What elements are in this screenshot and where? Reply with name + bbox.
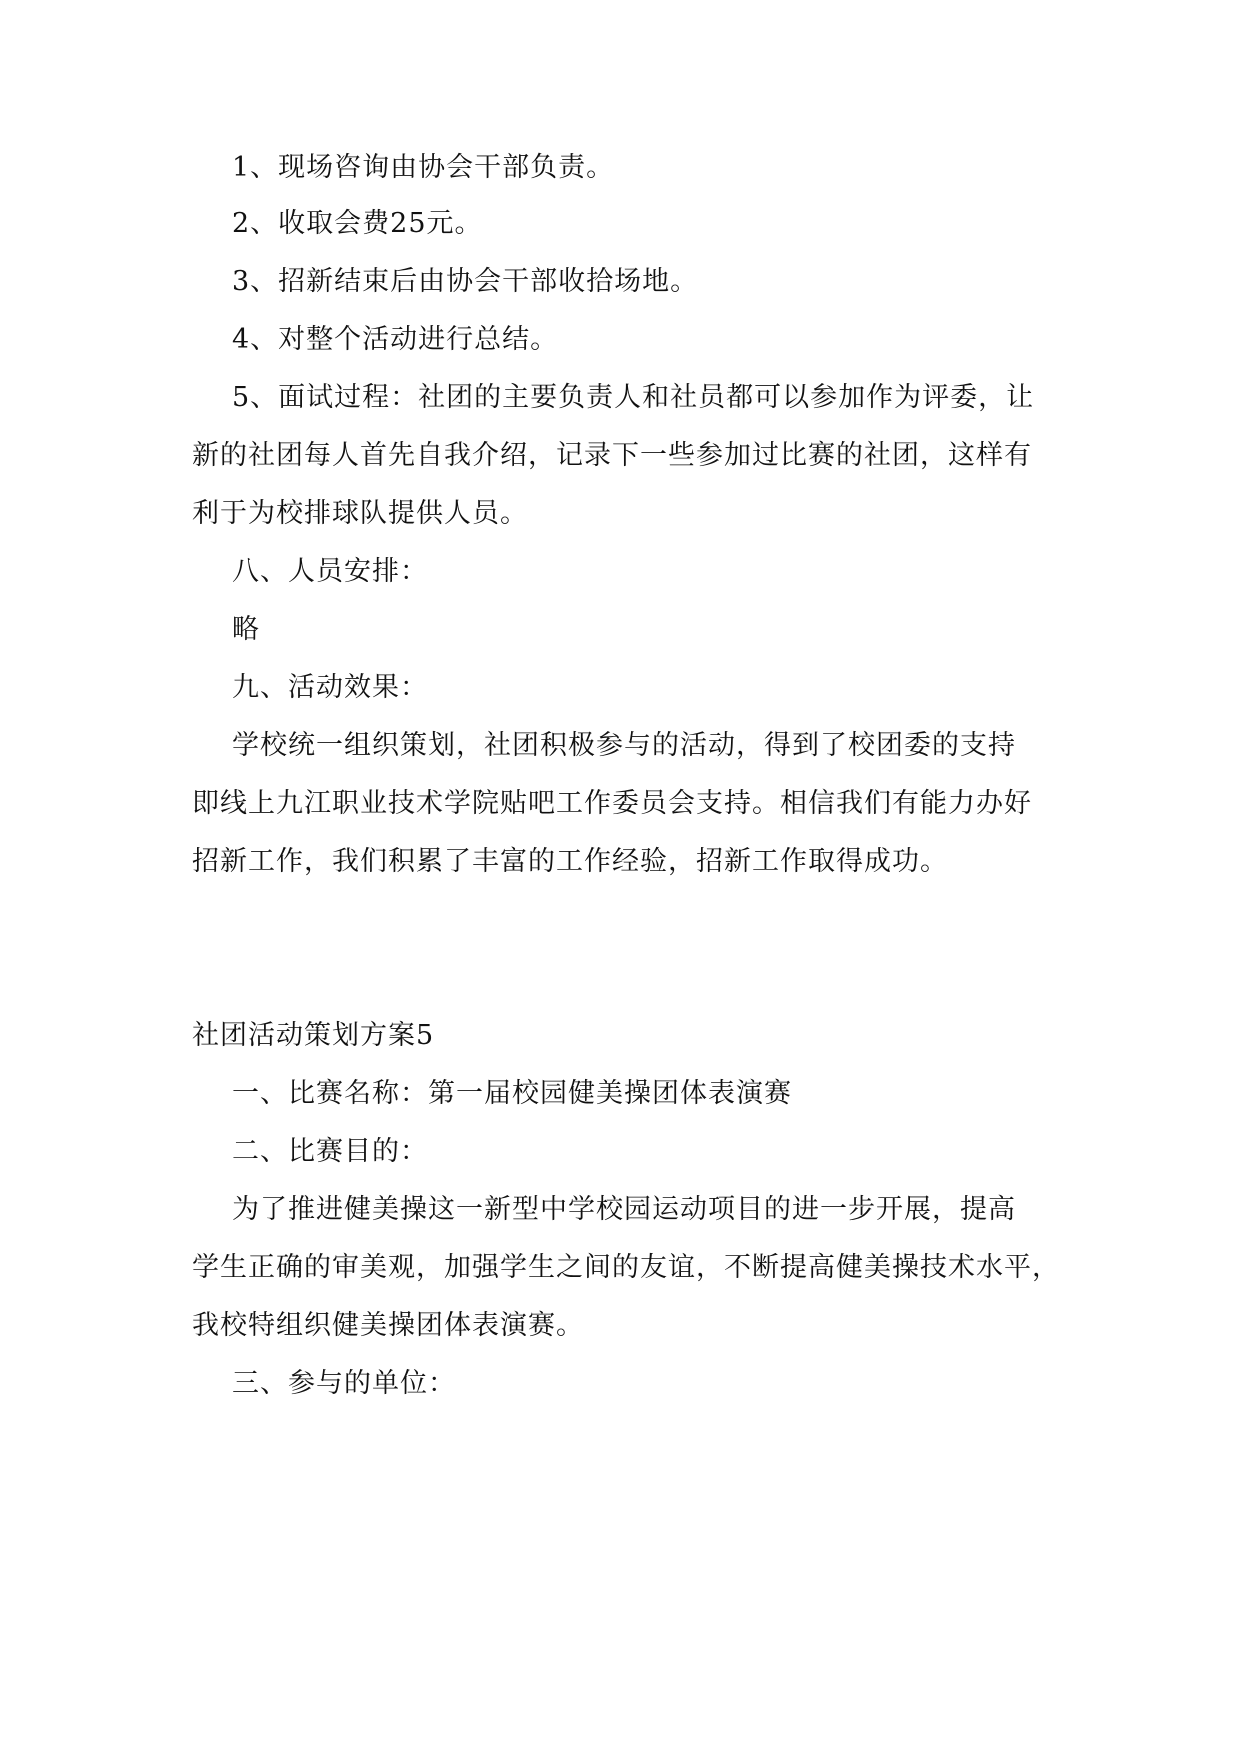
paragraph-line: 学校统一组织策划，社团积极参与的活动，得到了校团委的支持 [232, 730, 1016, 761]
paragraph-line: 略 [232, 614, 260, 645]
list-item-1: 1、现场咨询由协会干部负责。 [232, 152, 615, 183]
section-heading-competition-name: 一、比赛名称：第一届校园健美操团体表演赛 [232, 1078, 792, 1109]
section-heading-effect: 九、活动效果： [232, 672, 428, 703]
list-item-3: 3、招新结束后由协会干部收拾场地。 [232, 266, 699, 297]
paragraph-line: 学生正确的审美观，加强学生之间的友谊，不断提高健美操技术水平， [192, 1252, 1060, 1283]
paragraph-line: 招新工作，我们积累了丰富的工作经验，招新工作取得成功。 [192, 846, 948, 877]
list-item-4: 4、对整个活动进行总结。 [232, 324, 559, 355]
section-heading-staffing: 八、人员安排： [232, 556, 428, 587]
plan-title: 社团活动策划方案5 [192, 1020, 435, 1051]
paragraph-line: 为了推进健美操这一新型中学校园运动项目的进一步开展，提高 [232, 1194, 1016, 1225]
list-item-2: 2、收取会费25元。 [232, 208, 483, 239]
paragraph-line: 新的社团每人首先自我介绍，记录下一些参加过比赛的社团，这样有 [192, 440, 1032, 471]
paragraph-line: 我校特组织健美操团体表演赛。 [192, 1310, 584, 1341]
paragraph-line: 即线上九江职业技术学院贴吧工作委员会支持。相信我们有能力办好 [192, 788, 1032, 819]
section-heading-competition-purpose: 二、比赛目的： [232, 1136, 428, 1167]
paragraph-line: 利于为校排球队提供人员。 [192, 498, 528, 529]
list-item-5: 5、面试过程：社团的主要负责人和社员都可以参加作为评委，让 [232, 382, 1035, 413]
section-heading-participants: 三、参与的单位： [232, 1368, 456, 1399]
